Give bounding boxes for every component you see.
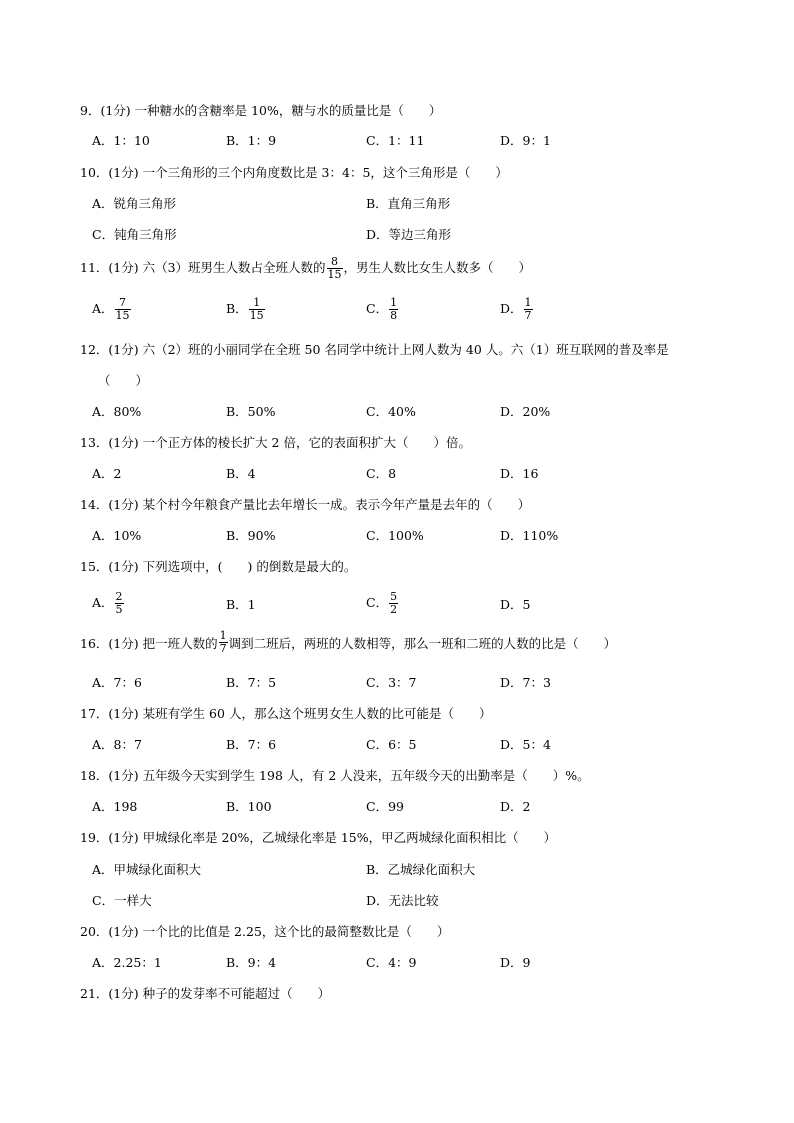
option-label: A． bbox=[92, 595, 114, 610]
fraction-numerator: 7 bbox=[119, 296, 127, 309]
fraction-denominator: 8 bbox=[390, 309, 398, 322]
question-10-option-c: C．钝角三角形 bbox=[92, 227, 177, 242]
question-12-stem-continued: （ ） bbox=[98, 373, 149, 388]
question-16-option-b: B．7：5 bbox=[226, 675, 277, 690]
option-label: A． bbox=[92, 301, 114, 316]
question-16-stem-before: 16．(1分) 把一班人数的 bbox=[80, 636, 218, 651]
option-fraction bbox=[524, 297, 533, 322]
option-label: C． bbox=[366, 595, 389, 610]
question-12-option-d: D．20% bbox=[500, 404, 551, 419]
question-11-option-b bbox=[226, 297, 266, 322]
question-18-option-c: C．99 bbox=[366, 799, 404, 814]
question-10-option-b: B．直角三角形 bbox=[366, 196, 451, 211]
question-19-stem: 19．(1分) 甲城绿化率是 20%，乙城绿化率是 15%，甲乙两城绿化面积相比（ ） bbox=[80, 830, 557, 845]
question-16-stem bbox=[80, 629, 617, 657]
question-18-option-a: A．198 bbox=[92, 799, 138, 814]
question-11-option-c bbox=[366, 297, 399, 322]
question-11-stem-before: 11．(1分) 六（3）班男生人数占全班人数的 bbox=[80, 260, 326, 275]
question-13-stem: 13．(1分) 一个正方体的棱长扩大 2 倍，它的表面积扩大（ ）倍。 bbox=[80, 435, 471, 450]
question-16-option-d: D．7：3 bbox=[500, 675, 551, 690]
fraction-numerator: 8 bbox=[331, 255, 339, 268]
option-label: D．5 bbox=[500, 597, 531, 612]
fraction-denominator: 15 bbox=[249, 309, 264, 322]
question-20-stem: 20．(1分) 一个比的比值是 2.25，这个比的最简整数比是（ ） bbox=[80, 924, 450, 939]
fraction-numerator: 1 bbox=[253, 296, 261, 309]
question-9-option-b: B．1：9 bbox=[226, 133, 277, 148]
question-17-option-b: B．7：6 bbox=[226, 737, 277, 752]
question-14-option-a: A．10% bbox=[92, 528, 142, 543]
option-label: B． bbox=[226, 301, 248, 316]
question-11-fraction bbox=[327, 256, 343, 281]
option-fraction bbox=[115, 297, 131, 322]
question-20-option-d: D．9 bbox=[500, 955, 531, 970]
question-9-option-a: A．1：10 bbox=[92, 133, 150, 148]
question-14-option-c: C．100% bbox=[366, 528, 424, 543]
question-17-stem: 17．(1分) 某班有学生 60 人，那么这个班男女生人数的比可能是（ ） bbox=[80, 706, 492, 721]
option-fraction bbox=[249, 297, 265, 322]
option-fraction bbox=[389, 591, 398, 616]
question-14-stem: 14．(1分) 某个村今年粮食产量比去年增长一成。表示今年产量是去年的（ ） bbox=[80, 497, 531, 512]
question-17-option-a: A．8：7 bbox=[92, 737, 142, 752]
option-label: D． bbox=[500, 301, 523, 316]
question-9-option-d: D．9：1 bbox=[500, 133, 551, 148]
question-11-stem bbox=[80, 256, 531, 281]
question-17-option-d: D．5：4 bbox=[500, 737, 551, 752]
question-18-option-b: B．100 bbox=[226, 799, 272, 814]
question-18-stem: 18．(1分) 五年级今天实到学生 198 人，有 2 人没来，五年级今天的出勤率是（ ）%。 bbox=[80, 768, 590, 783]
question-12-option-a: A．80% bbox=[92, 404, 142, 419]
fraction-numerator: 1 bbox=[524, 296, 532, 309]
fraction-numerator: 1 bbox=[390, 296, 398, 309]
question-16-option-a: A．7：6 bbox=[92, 675, 142, 690]
fraction-denominator: 7 bbox=[219, 642, 227, 655]
question-14-option-d: D．110% bbox=[500, 528, 559, 543]
fraction-denominator: 5 bbox=[115, 603, 123, 616]
fraction-denominator: 2 bbox=[390, 603, 398, 616]
question-19-option-c: C．一样大 bbox=[92, 893, 152, 908]
question-20-option-b: B．9：4 bbox=[226, 955, 277, 970]
question-10-stem: 10．(1分) 一个三角形的三个内角度数比是 3：4：5，这个三角形是（ ） bbox=[80, 165, 508, 180]
question-12-option-c: C．40% bbox=[366, 404, 416, 419]
question-20-option-a: A．2.25：1 bbox=[92, 955, 162, 970]
question-16-option-c: C．3：7 bbox=[366, 675, 417, 690]
question-17-option-c: C．6：5 bbox=[366, 737, 417, 752]
question-13-option-c: C．8 bbox=[366, 466, 397, 481]
question-12-stem: 12．(1分) 六（2）班的小丽同学在全班 50 名同学中统计上网人数为 40 人。六（1）班互联网的普及率是 bbox=[80, 342, 669, 357]
question-19-option-d: D．无法比较 bbox=[366, 893, 439, 908]
question-16-stem-after: 调到二班后，两班的人数相等，那么一班和二班的人数的比是（ ） bbox=[228, 636, 617, 651]
question-11-option-d bbox=[500, 297, 534, 322]
question-15-option-a bbox=[92, 591, 125, 616]
question-11-option-a bbox=[92, 297, 132, 322]
question-20-option-c: C．4：9 bbox=[366, 955, 417, 970]
fraction-numerator: 5 bbox=[390, 590, 398, 603]
question-16-fraction bbox=[219, 630, 228, 655]
question-15-stem: 15．(1分) 下列选项中，( ) 的倒数是最大的。 bbox=[80, 559, 357, 574]
option-fraction bbox=[389, 297, 398, 322]
question-9-option-c: C．1：11 bbox=[366, 133, 425, 148]
question-10-option-a: A．锐角三角形 bbox=[92, 196, 177, 211]
fraction-denominator: 15 bbox=[327, 268, 342, 281]
option-label: C． bbox=[366, 301, 389, 316]
question-13-option-b: B．4 bbox=[226, 466, 256, 481]
question-15-option-b bbox=[226, 597, 256, 613]
question-15-option-c bbox=[366, 591, 399, 616]
question-15-option-d bbox=[500, 597, 530, 613]
question-10-option-d: D．等边三角形 bbox=[366, 227, 452, 242]
fraction-denominator: 15 bbox=[115, 309, 130, 322]
question-21-stem: 21．(1分) 种子的发芽率不可能超过（ ） bbox=[80, 986, 331, 1001]
question-11-stem-after: ，男生人数比女生人数多（ ） bbox=[343, 260, 532, 275]
fraction-denominator: 7 bbox=[524, 309, 532, 322]
question-12-option-b: B．50% bbox=[226, 404, 276, 419]
option-label: B．1 bbox=[226, 597, 256, 612]
fraction-numerator: 1 bbox=[219, 629, 227, 642]
question-19-option-b: B．乙城绿化面积大 bbox=[366, 862, 476, 877]
option-fraction bbox=[115, 591, 124, 616]
question-9-stem: 9．(1分) 一种糖水的含糖率是 10%，糖与水的质量比是（ ） bbox=[80, 103, 442, 118]
question-18-option-d: D．2 bbox=[500, 799, 531, 814]
question-13-option-a: A．2 bbox=[92, 466, 122, 481]
question-13-option-d: D．16 bbox=[500, 466, 539, 481]
fraction-numerator: 2 bbox=[115, 590, 123, 603]
question-14-option-b: B．90% bbox=[226, 528, 276, 543]
question-19-option-a: A．甲城绿化面积大 bbox=[92, 862, 202, 877]
